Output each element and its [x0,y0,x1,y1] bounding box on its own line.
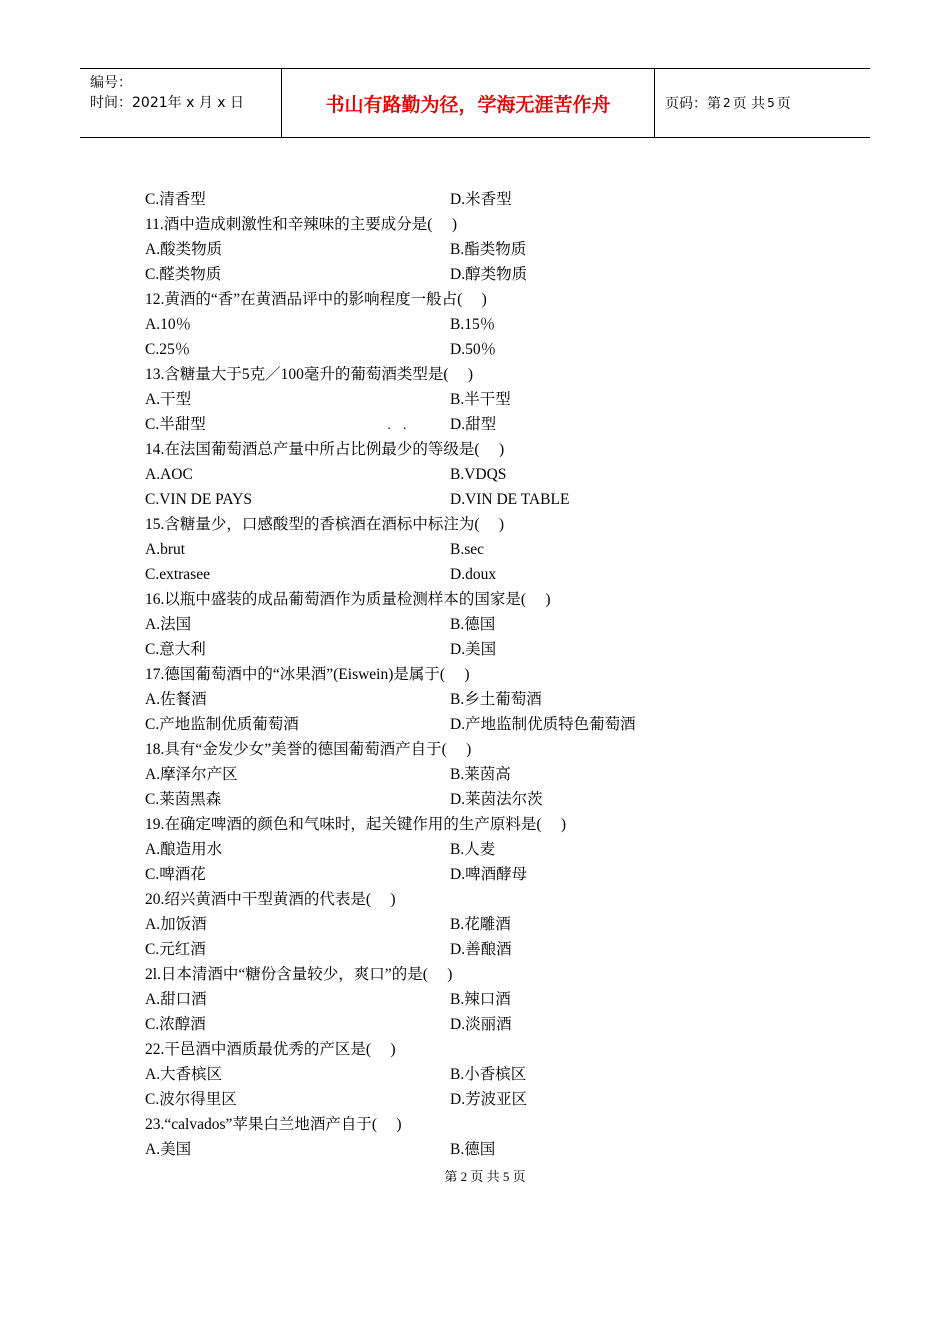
serial-label: 编号： [90,75,132,91]
option-a: A.甜口酒 [145,991,207,1008]
option-b: B.15％ [450,316,496,333]
option-d: D.产地监制优质特色葡萄酒 [450,716,636,733]
option-d: D.莱茵法尔茨 [450,791,543,808]
option-d: D.啤酒酵母 [450,866,528,883]
stem-text: 的等级是( ) [412,441,505,458]
option-d: D.甜型 [450,416,497,433]
question-stem: 22.干邑酒中酒质最优秀的产区是( ) [145,1041,396,1058]
date-line [90,93,281,113]
option-a: A.法国 [145,616,192,633]
page-mid: 页 共 [732,96,766,112]
page-code-label: 页码：第 [665,96,721,112]
option-d: D.淡丽酒 [450,1016,512,1033]
option-row [145,787,705,812]
option-b: B.酯类物质 [450,241,527,258]
option-row [145,237,705,262]
option-a: A.大香槟区 [145,1066,223,1083]
option-a: A.brut [145,541,186,558]
option-row [145,937,705,962]
option-row [145,762,705,787]
page-header [80,68,870,138]
time-label: 时间： [90,95,132,111]
question-stem: 18.具有“金发少女”美誉的德国葡萄酒产自于( ) [145,741,472,758]
page-current: 2 [723,96,731,110]
option-d: D.善酿酒 [450,941,512,958]
option-a: A.佐餐酒 [145,691,207,708]
option-d: D.芳波亚区 [450,1091,528,1108]
option-b: B.半干型 [450,391,511,408]
option-b: B.德国 [450,616,496,633]
option-row [145,562,705,587]
question-stem: 2l.日本清酒中“糖份含量较少，爽口”的是( ) [145,966,453,983]
question-stem [145,437,705,462]
option-c: C.浓醇酒 [145,1016,206,1033]
option-row [145,1012,705,1037]
header-motto: 书山有路勤为径，学海无涯苦作舟 [281,69,655,137]
option-row [145,412,705,437]
option-b: B.辣口酒 [450,991,511,1008]
option-d: D.doux [450,566,497,583]
date-rest: 年 x 月 x 日 [167,95,245,111]
page-total: 5 [767,96,775,110]
header-meta [80,69,281,137]
option-a: A.AOC [145,466,193,483]
option-b: B.VDQS [450,466,507,483]
question-stem: 13.含糖量大于5克／100毫升的葡萄酒类型是( ) [145,366,474,383]
option-row [145,187,705,212]
question-stem: 11.酒中造成刺激性和辛辣味的主要成分是( ) [145,216,457,233]
option-row [145,612,705,637]
header-page-code [655,69,870,137]
option-row [145,462,705,487]
option-c: C.醛类物质 [145,266,222,283]
emphasis-char: 最 [381,441,397,458]
emphasis-char: 少 [396,441,413,458]
option-row [145,912,705,937]
option-c: C.extrasee [145,566,210,583]
option-row [145,387,705,412]
option-d: D.美国 [450,641,497,658]
option-c: C.25％ [145,341,191,358]
option-a: A.摩泽尔产区 [145,766,238,783]
option-row [145,262,705,287]
option-b: B.sec [450,541,485,558]
option-row [145,312,705,337]
option-c: C.半甜型 [145,416,206,433]
option-c: C.产地监制优质葡萄酒 [145,716,299,733]
question-stem: 12.黄酒的“香”在黄酒品评中的影响程度一般占( ) [145,291,487,308]
option-row [145,1062,705,1087]
question-stem: 17.德国葡萄酒中的“冰果酒”(Eiswein)是属于( ) [145,666,470,683]
option-c: C.意大利 [145,641,206,658]
option-a: A.干型 [145,391,192,408]
option-c: C.啤酒花 [145,866,206,883]
option-row [145,987,705,1012]
option-b: B.莱茵高 [450,766,511,783]
option-b: B.小香槟区 [450,1066,527,1083]
option-d: D.VIN DE TABLE [450,491,570,508]
question-stem: 16.以瓶中盛装的成品葡萄酒作为质量检测样本的国家是( ) [145,591,551,608]
option-c: C.莱茵黑森 [145,791,222,808]
option-row [145,487,705,512]
option-row [145,1087,705,1112]
option-row [145,1137,705,1162]
option-b: B.乡土葡萄酒 [450,691,542,708]
option-a: A.加饭酒 [145,916,207,933]
option-d: D.50％ [450,341,497,358]
option-a: A.酿造用水 [145,841,223,858]
option-a: A.美国 [145,1141,192,1158]
option-row [145,637,705,662]
option-row [145,687,705,712]
question-stem: 23.“calvados”苹果白兰地酒产自于( ) [145,1116,402,1133]
stem-text: 14.在法国葡萄酒总产量中所占比例 [145,441,382,458]
option-row [145,862,705,887]
option-row [145,712,705,737]
option-a: A.10％ [145,316,192,333]
option-c: C.波尔得里区 [145,1091,237,1108]
question-stem: 20.绍兴黄酒中干型黄酒的代表是( ) [145,891,396,908]
option-d: D.醇类物质 [450,266,528,283]
option-row [145,837,705,862]
page-end: 页 [776,96,791,112]
question-list [145,187,705,1162]
option-a: A.酸类物质 [145,241,223,258]
option-row [145,337,705,362]
question-stem: 19.在确定啤酒的颜色和气味时，起关键作用的生产原料是( ) [145,816,567,833]
option-c: C.VIN DE PAYS [145,491,252,508]
option-b: B.人麦 [450,841,496,858]
option-row [145,537,705,562]
option-b: B.花雕酒 [450,916,511,933]
page-footer: 第 2 页 共 5 页 [444,1169,526,1184]
year-value: 2021 [132,95,168,111]
option-d: D.米香型 [450,191,512,208]
question-stem: 15.含糖量少，口感酸型的香槟酒在酒标中标注为( ) [145,516,505,533]
option-c: C.清香型 [145,191,206,208]
option-c: C.元红酒 [145,941,206,958]
option-b: B.德国 [450,1141,496,1158]
